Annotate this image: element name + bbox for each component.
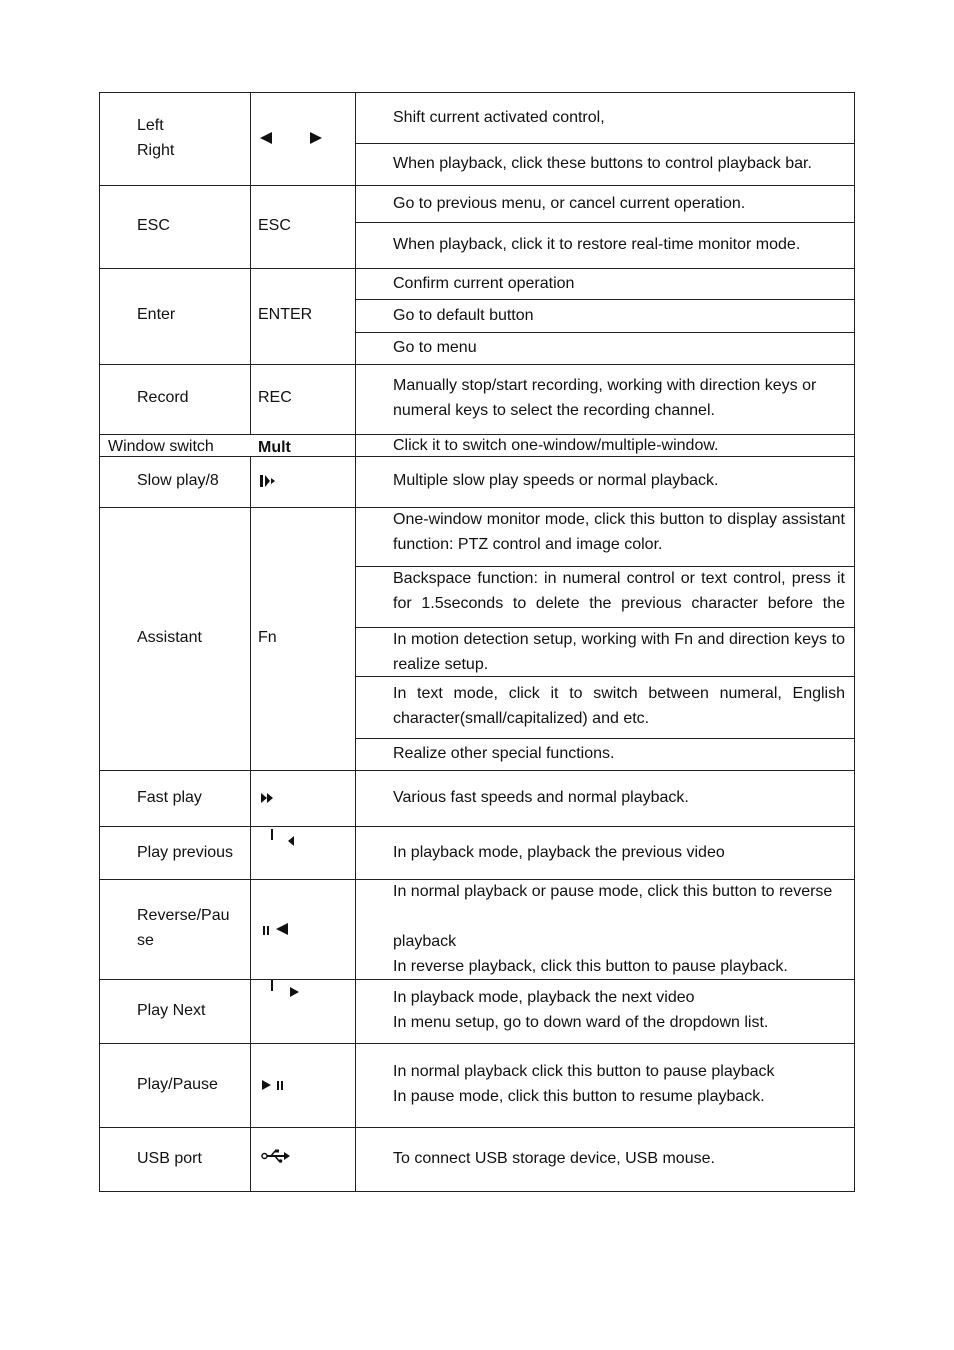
key-label: Mult — [258, 439, 291, 456]
subrow-divider — [355, 222, 855, 223]
row-divider — [99, 364, 855, 365]
slow-play-icon — [259, 474, 277, 488]
key-name: Slow play/8 — [137, 472, 219, 489]
key-description: Shift current activated control, — [393, 109, 605, 126]
key-name: ESC — [137, 217, 170, 234]
left-right-arrows-icon — [259, 131, 323, 145]
key-name: Assistant — [137, 629, 202, 646]
key-description: Various fast speeds and normal playback. — [393, 789, 689, 806]
key-description: Multiple slow play speeds or normal playback. — [393, 472, 719, 489]
key-label: REC — [258, 389, 292, 406]
play-previous-icon — [269, 828, 299, 850]
key-name: Play Next — [137, 1002, 206, 1019]
subrow-divider — [355, 143, 855, 144]
key-name: Play previous — [137, 844, 234, 861]
key-description: When playback, click it to restore real-time monitor mode. — [393, 236, 801, 253]
table-border-bottom — [99, 1191, 855, 1192]
subrow-divider — [355, 299, 855, 300]
row-divider — [99, 1043, 855, 1044]
key-name: USB port — [137, 1150, 202, 1167]
key-description: Go to default button — [393, 307, 534, 324]
key-description: In menu setup, go to down ward of the dropdown list. — [393, 1014, 769, 1031]
key-name: Fast play — [137, 789, 202, 806]
fast-play-icon — [260, 792, 276, 804]
column-divider — [250, 456, 251, 1192]
key-description: Confirm current operation — [393, 275, 575, 292]
usb-icon — [261, 1149, 291, 1163]
key-name: Right — [137, 142, 175, 159]
play-pause-icon — [261, 1078, 289, 1092]
row-divider — [99, 185, 855, 186]
key-name: se — [137, 932, 154, 949]
subrow-divider — [355, 738, 855, 739]
key-description: In reverse playback, click this button to pause playback. — [393, 958, 788, 975]
key-description: In text mode, click it to switch between numeral, English character(small/capitalized) and etc. — [393, 685, 845, 727]
row-divider — [99, 1127, 855, 1128]
key-description: Realize other special functions. — [393, 745, 615, 762]
table-border-right — [854, 92, 855, 1192]
key-description: In normal playback click this button to pause playback — [393, 1063, 775, 1080]
table-border-top — [99, 92, 855, 93]
key-description: In playback mode, playback the next video — [393, 989, 695, 1006]
key-description: When playback, click these buttons to control playback bar. — [393, 155, 812, 172]
key-description: In normal playback or pause mode, click this button to reverse — [393, 883, 833, 900]
row-divider — [99, 826, 855, 827]
key-description: Go to previous menu, or cancel current operation. — [393, 195, 746, 212]
reverse-pause-icon — [261, 922, 291, 938]
key-description: playback — [393, 933, 457, 950]
key-description: Manually stop/start recording, working with direction keys or numeral keys to select the recording channel. — [393, 377, 817, 419]
key-description: In playback mode, playback the previous video — [393, 844, 725, 861]
key-label: Fn — [258, 629, 277, 646]
row-divider — [99, 770, 855, 771]
subrow-divider — [355, 332, 855, 333]
play-next-icon — [269, 979, 303, 1001]
key-description: In motion detection setup, working with Fn and direction keys to realize setup. — [393, 631, 845, 673]
key-description: Backspace function: in numeral control or text control, press it for 1.5seconds to delete the previous character before the — [393, 570, 845, 612]
table-border-left — [99, 92, 100, 1192]
key-name: Left — [137, 117, 164, 134]
row-divider — [99, 268, 855, 269]
key-label: ESC — [258, 217, 291, 234]
key-description: To connect USB storage device, USB mouse. — [393, 1150, 715, 1167]
key-description: Click it to switch one-window/multiple-window. — [393, 437, 719, 454]
key-name: Window switch — [108, 438, 214, 455]
key-name: Reverse/Pau — [137, 907, 230, 924]
key-name: Enter — [137, 306, 176, 323]
key-description: Go to menu — [393, 339, 477, 356]
key-description: One-window monitor mode, click this button to display assistant function: PTZ control and image color. — [393, 511, 845, 553]
column-divider — [250, 92, 251, 434]
row-divider — [99, 979, 855, 980]
key-label: ENTER — [258, 306, 313, 323]
column-divider — [355, 92, 356, 1192]
key-name: Play/Pause — [137, 1076, 218, 1093]
key-description: In pause mode, click this button to resume playback. — [393, 1088, 765, 1105]
front-panel-key-table — [99, 92, 855, 1192]
key-name: Record — [137, 389, 189, 406]
